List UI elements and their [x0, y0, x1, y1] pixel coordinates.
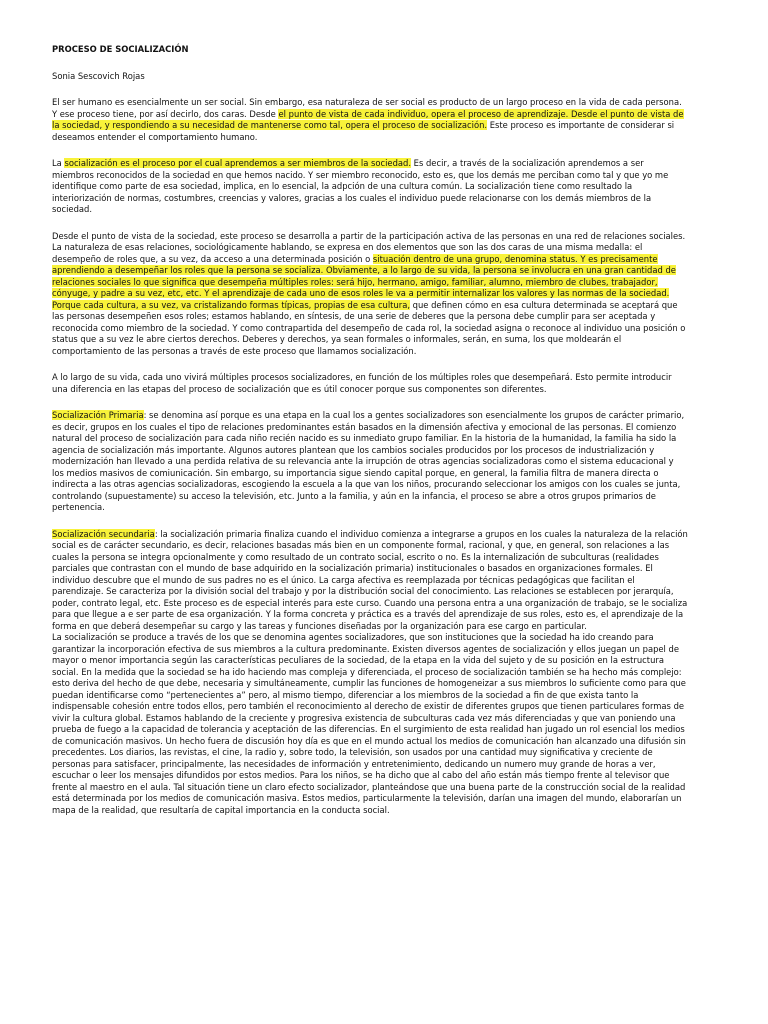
text-run: La socialización se produce a través de los que se denomina agentes socializadores, que son instituciones que la sociedad ha ido creando para garantizar la incorporación efectiva de sus miembros a la cultura predominante. Existen diversos agentes de socialización y ellos juegan un papel de mayor o menor importancia según las características peculiares de la sociedad, de la etapa en la vida del sujeto y de su posición en la estructura social. En la medida que la sociedad se ha ido haciendo mas compleja y diferenciada, el proceso de socialización también se ha hecho más complejo: esto deriva del hecho de que debe, necesaria y simultáneamente, cumplir las funciones de homogeneizar a sus miembros lo suficiente como para que puedan identificarse como “pertenecientes a” pero, al mismo tiempo, diferenciar a los miembros de la sociedad a fin de que exista tanto la indispensable cohesión entre todos ellos, pero también el reconocimiento al derecho de existir de diferentes grupos que tienen particulares formas de vivir la cultura global. Estamos hablando de la creciente y progresiva existencia de subculturas cada vez más diferenciadas y que van poniendo una prueba de fuego a la capacidad de tolerancia y aceptación de las diferencias. En el surgimiento de esta realidad han jugado un rol esencial los medios de comunicación masivos. Un hecho fuera de discusión hoy día es que en el mundo actual los medios de comunicación han alcanzado una difusión sin precedentes. Los diarios, las revistas, el cine, la radio y, sobre todo, la televisión, son usados por una cantidad muy significativa y creciente de personas para satisfacer, principalmente, las necesidades de información y entretenimiento, dedicando un numero muy grande de horas a ver, escuchar o leer los mensajes difundidos por estos medios. Para los niños, se ha dicho que al cabo del año están más tiempo frente al televisor que frente al maestro en el aula. Tal situación tiene un claro efecto socializador, planteándose que una buena parte de la construcción social de la realidad está determinada por los medios de comunicación masiva. Estos medios, particularmente la televisión, darían una imagen del mundo, elaborarían un mapa de la realidad, que resultaría de capital importancia en la conducta social.	[52, 632, 686, 815]
paragraph	[52, 158, 688, 216]
text-run: Desde el punto de vista de la sociedad, este proceso se desarrolla a partir de la participación activa de las personas en una red de relaciones sociales. La naturaleza de esas relaciones, sociológicamente hablando, se expresa en dos elementos que son las dos caras de una misma medalla: el desempeño de roles que, a su vez, da acceso a una determinada posición o	[52, 230, 686, 264]
document-author: Sonia Sescovich Rojas	[52, 70, 145, 81]
highlighted-text: socialización es el proceso por el cual aprendemos a ser miembros de la sociedad.	[64, 158, 412, 168]
text-run: Este proceso es importante de considerar si deseamos entender el comportamiento humano.	[52, 120, 675, 142]
paragraph	[52, 529, 688, 633]
document-title: PROCESO DE SOCIALIZACIÓN	[52, 44, 189, 54]
paragraph	[52, 97, 688, 143]
paragraph	[52, 231, 688, 358]
highlighted-text: Socialización secundaria	[52, 528, 155, 539]
paragraph	[52, 372, 688, 395]
highlighted-text: situación dentro de una grupo, denomina status. Y es precisamente aprendiendo a desempeñar los roles que la persona se socializa. Obviamente, a lo largo de su vida, la persona se involucra en una gran cantidad de relaciones sociales lo que significa que desempeña múltiples roles: será hijo, hermano, amigo, familiar, alumno, miembro de clubes, trabajador, cónyuge, y padre a su vez, etc, etc. Y el aprendizaje de cada uno de esos roles le va a permitir internalizar los valores y las normas de la sociedad. Porque cada cultura, a su vez, va cristalizando formas típicas, propias de esa cultura,	[52, 253, 676, 310]
text-run: que definen cómo en esa cultura determinada se aceptará que las personas desempeñen esos roles; estamos hablando, en síntesis, de una serie de deberes que la persona debe cumplir para ser aceptada y reconocida como miembro de la sociedad. Y como contrapartida del desempeño de cada rol, la sociedad asigna o reconoce al individuo una posición o status que a su vez le abre ciertos derechos. Deberes y derechos, ya sean formales o informales, serán, en suma, los que moldearán el comportamiento de las personas a través de este proceso que llamamos socialización.	[52, 299, 686, 356]
text-run: A lo largo de su vida, cada uno vivirá múltiples procesos socializadores, en función de los múltiples roles que desempeñará. Esto permite introducir una diferencia en las etapas del proceso de socialización que es útil conocer porque sus componentes son diferentes.	[52, 372, 672, 394]
document-body	[52, 97, 688, 816]
paragraph	[52, 632, 688, 816]
highlighted-text: el punto de vista de cada individuo, opera el proceso de aprendizaje. Desde el punto de vista de la sociedad, y respondiendo a su necesidad de mantenerse como tal, opera el proceso de socialización.	[52, 108, 684, 130]
text-run: La	[52, 158, 65, 168]
text-run: El ser humano es esencialmente un ser social. Sin embargo, esa naturaleza de ser social es producto de un largo proceso en la vida de cada persona. Y ese proceso tiene, por así decirlo, dos caras. Desde	[52, 97, 682, 119]
text-run: Es decir, a través de la socialización aprendemos a ser miembros reconocidos de la sociedad en que hemos nacido. Y ser miembro reconocido, esto es, que los demás me perciban como tal y que yo me identifique como parte de esa sociedad, implica, en lo esencial, la adpción de una cultura común. La socialización tiene como resultado la interiorización de normas, costumbres, creencias y valores, gracias a los cuales el individuo puede relacionarse con los demás miembros de la sociedad.	[52, 158, 669, 214]
text-run: : la socialización primaria finaliza cuando el individuo comienza a integrarse a grupos en los cuales la naturaleza de la relación social es de carácter secundario, es decir, relaciones basadas más bien en un componente formal, racional, y que, en general, son relaciones a las cuales la persona se integra opcionalmente y como resultado de un contrato social, escrito o no. Es la internalización de subculturas (realidades parciales que contrastan con el mundo de base adquirido en la socialización primaria) institucionales o basados en organizaciones formales. El individuo descubre que el mundo de sus padres no es el único. La carga afectiva es reemplazada por técnicas pedagógicas que facilitan el parendizaje. Se caracteriza por la división social del trabajo y por la distribución social del conocimiento. Las relaciones se establecen por jerarquía, poder, contrato legal, etc. Este proceso es de especial interés para este curso. Cuando una persona entra a una organización de trabajo, se le socializa para que llegue a e ser parte de esa organización. Y la forma concreta y práctica es a través del aprendizaje de sus roles, esto es, el aprendizaje de la forma en que deberá desempeñar su cargo y las tareas y funciones diseñadas por la organización para ese cargo en particular.	[52, 528, 688, 631]
highlighted-text: Socialización Primaria	[52, 410, 144, 420]
text-run: : se denomina así porque es una etapa en la cual los a gentes socializadores son esencialmente los grupos de carácter primario, es decir, grupos en los cuales el tipo de relaciones predominantes están basados en la dimensión afectiva y emocional de las personas. El comienzo natural del proceso de socialización para cada niño recién nacido es su inmediato grupo familiar. En la historia de la humanidad, la familia ha sido la agencia de socialización más importante. Algunos autores plantean que los cambios sociales producidos por los procesos de industrialización y modernización han llevado a una perdida relativa de su relevancia ante la irrupción de otras agencias socializadoras como el sistema educacional y los medios masivos de comiunicación. Sin embargo, su importancia sigue siendo capital porque, en general, la familia filtra de manera directa o indirecta a las otras agencias socializadoras, escogiendo la escuela a la que van los niños, procurando seleccionar los amigos con los cuales se junta, controlando (supuestamente) su acceso la televisión, etc. Junto a la familia, y aún en la infancia, el proceso se abre a otros grupos primarios de pertenencia.	[52, 410, 685, 512]
paragraph	[52, 410, 688, 514]
